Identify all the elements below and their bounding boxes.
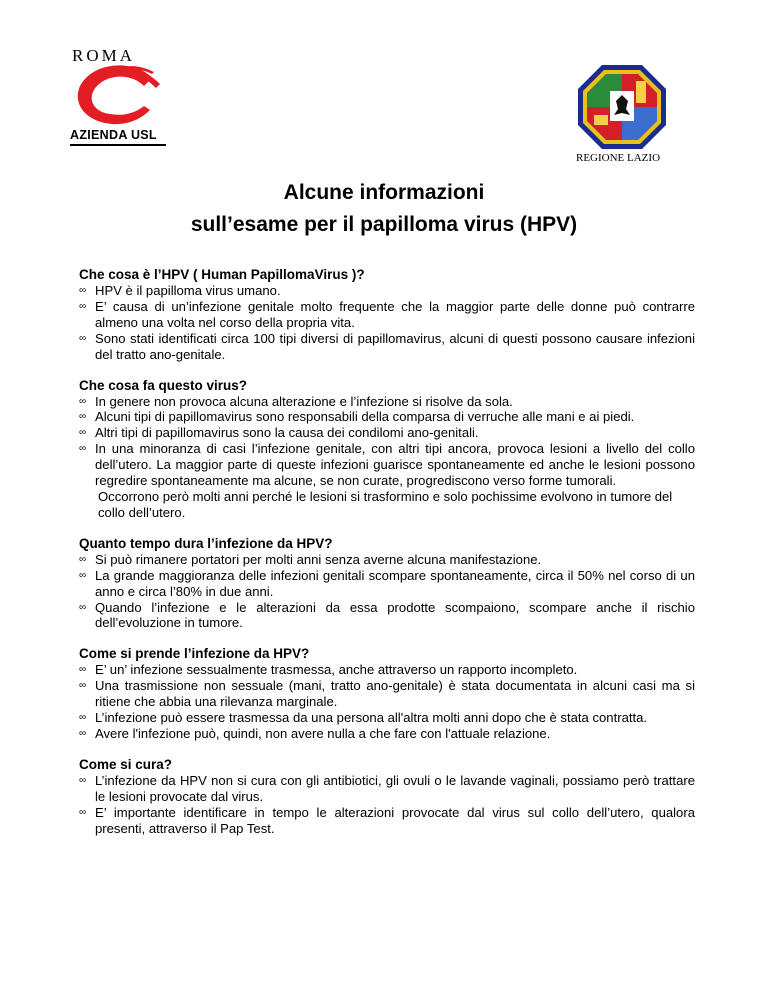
page-title-line-1: Alcune informazioni [283,181,485,204]
regione-lazio-logo [566,63,678,173]
list-item: ∞ Alcuni tipi di papillomavirus sono responsabili della comparsa di verruche alle mani e ai piedi. [79,409,695,425]
list-item: ∞ E’ un’ infezione sessualmente trasmessa, anche attraverso un rapporto incompleto. [79,662,695,678]
bullet-list [79,552,695,632]
list-item: ∞ In genere non provoca alcuna alterazione e l’infezione si risolve da sola. [79,394,695,410]
section-what-is-hpv [79,266,695,363]
list-item: ∞ In una minoranza di casi l’infezione genitale, con altri tipi ancora, provoca lesioni a livello del collo dell’utero. La maggior parte di queste infezioni guarisce spontaneamente ed anche le lesioni possono regredire spontaneamente ma alcune, se non curate, progrediscono verso forme tumorali. [79,441,695,489]
section-heading: Come si cura? [79,756,173,772]
list-item: ∞ Quando l’infezione e le alterazioni da essa prodotte scompaiono, scompare anche il rischio dell’evoluzione in tumore. [79,600,695,632]
asl-roma-c-logo [62,46,182,156]
list-item: ∞ E’ causa di un’infezione genitale molto frequente che la maggior parte delle donne può contrarre almeno una volta nel corso della propria vita. [79,299,695,331]
section-how-transmitted [79,645,695,742]
section-note: Occorrono però molti anni perché le lesioni si trasformino e solo pochissime evolvono in tumore del collo dell’utero. [98,488,673,520]
regione-lazio-crest-icon [576,63,668,151]
list-item: ∞ Una trasmissione non sessuale (mani, tratto ano-genitale) è stata documentata in alcuni casi ma si ritiene che abbia una rilevanza marginale. [79,678,695,710]
section-heading: Quanto tempo dura l’infezione da HPV? [79,535,333,551]
regione-lazio-caption: REGIONE LAZIO [576,152,661,164]
section-treatment [79,756,695,837]
section-heading: Come si prende l’infezione da HPV? [79,646,310,662]
section-what-virus-does [79,377,695,521]
logo-roma-text: ROMA [72,46,136,65]
section-heading: Che cosa è l’HPV ( Human PapillomaVirus )? [79,267,365,282]
list-item: ∞ L’infezione da HPV non si cura con gli antibiotici, gli ovuli o le lavande vaginali, possiamo però trattare le lesioni provocate dal virus. [79,773,695,805]
list-item: ∞ E’ importante identificare in tempo le alterazioni provocate dal virus sul collo dell’utero, qualora presenti, attraverso il Pap Test. [79,805,695,837]
bullet-list [79,394,695,489]
list-item: ∞ Altri tipi di papillomavirus sono la causa dei condilomi ano-genitali. [79,425,695,441]
section-infection-duration [79,535,695,632]
list-item: ∞ Sono stati identificati circa 100 tipi diversi di papillomavirus, alcuni di questi possono causare infezioni del tratto ano-genitale. [79,331,695,363]
page-title-line-2: sull’esame per il papilloma virus (HPV) [190,213,578,236]
bullet-list [79,773,695,837]
bullet-list [79,662,695,742]
logo-underline [70,144,166,146]
list-item: ∞ HPV è il papilloma virus umano. [79,283,695,299]
list-item: ∞ La grande maggioranza delle infezioni genitali scompare spontaneamente, circa il 50% nel corso di un anno e circa l’80% in due anni. [79,568,695,600]
list-item: ∞ L’infezione può essere trasmessa da una persona all'altra molti anni dopo che è stata contratta. [79,710,695,726]
section-heading: Che cosa fa questo virus? [79,377,248,393]
logo-azienda-usl-text: AZIENDA USL [70,128,157,142]
bullet-list [79,283,695,363]
list-item: ∞ Avere l'infezione può, quindi, non avere nulla a che fare con l'attuale relazione. [79,726,695,742]
document-body [79,266,695,850]
roma-c-emblem-icon [70,62,170,128]
list-item: ∞ Si può rimanere portatori per molti anni senza averne alcuna manifestazione. [79,552,695,568]
